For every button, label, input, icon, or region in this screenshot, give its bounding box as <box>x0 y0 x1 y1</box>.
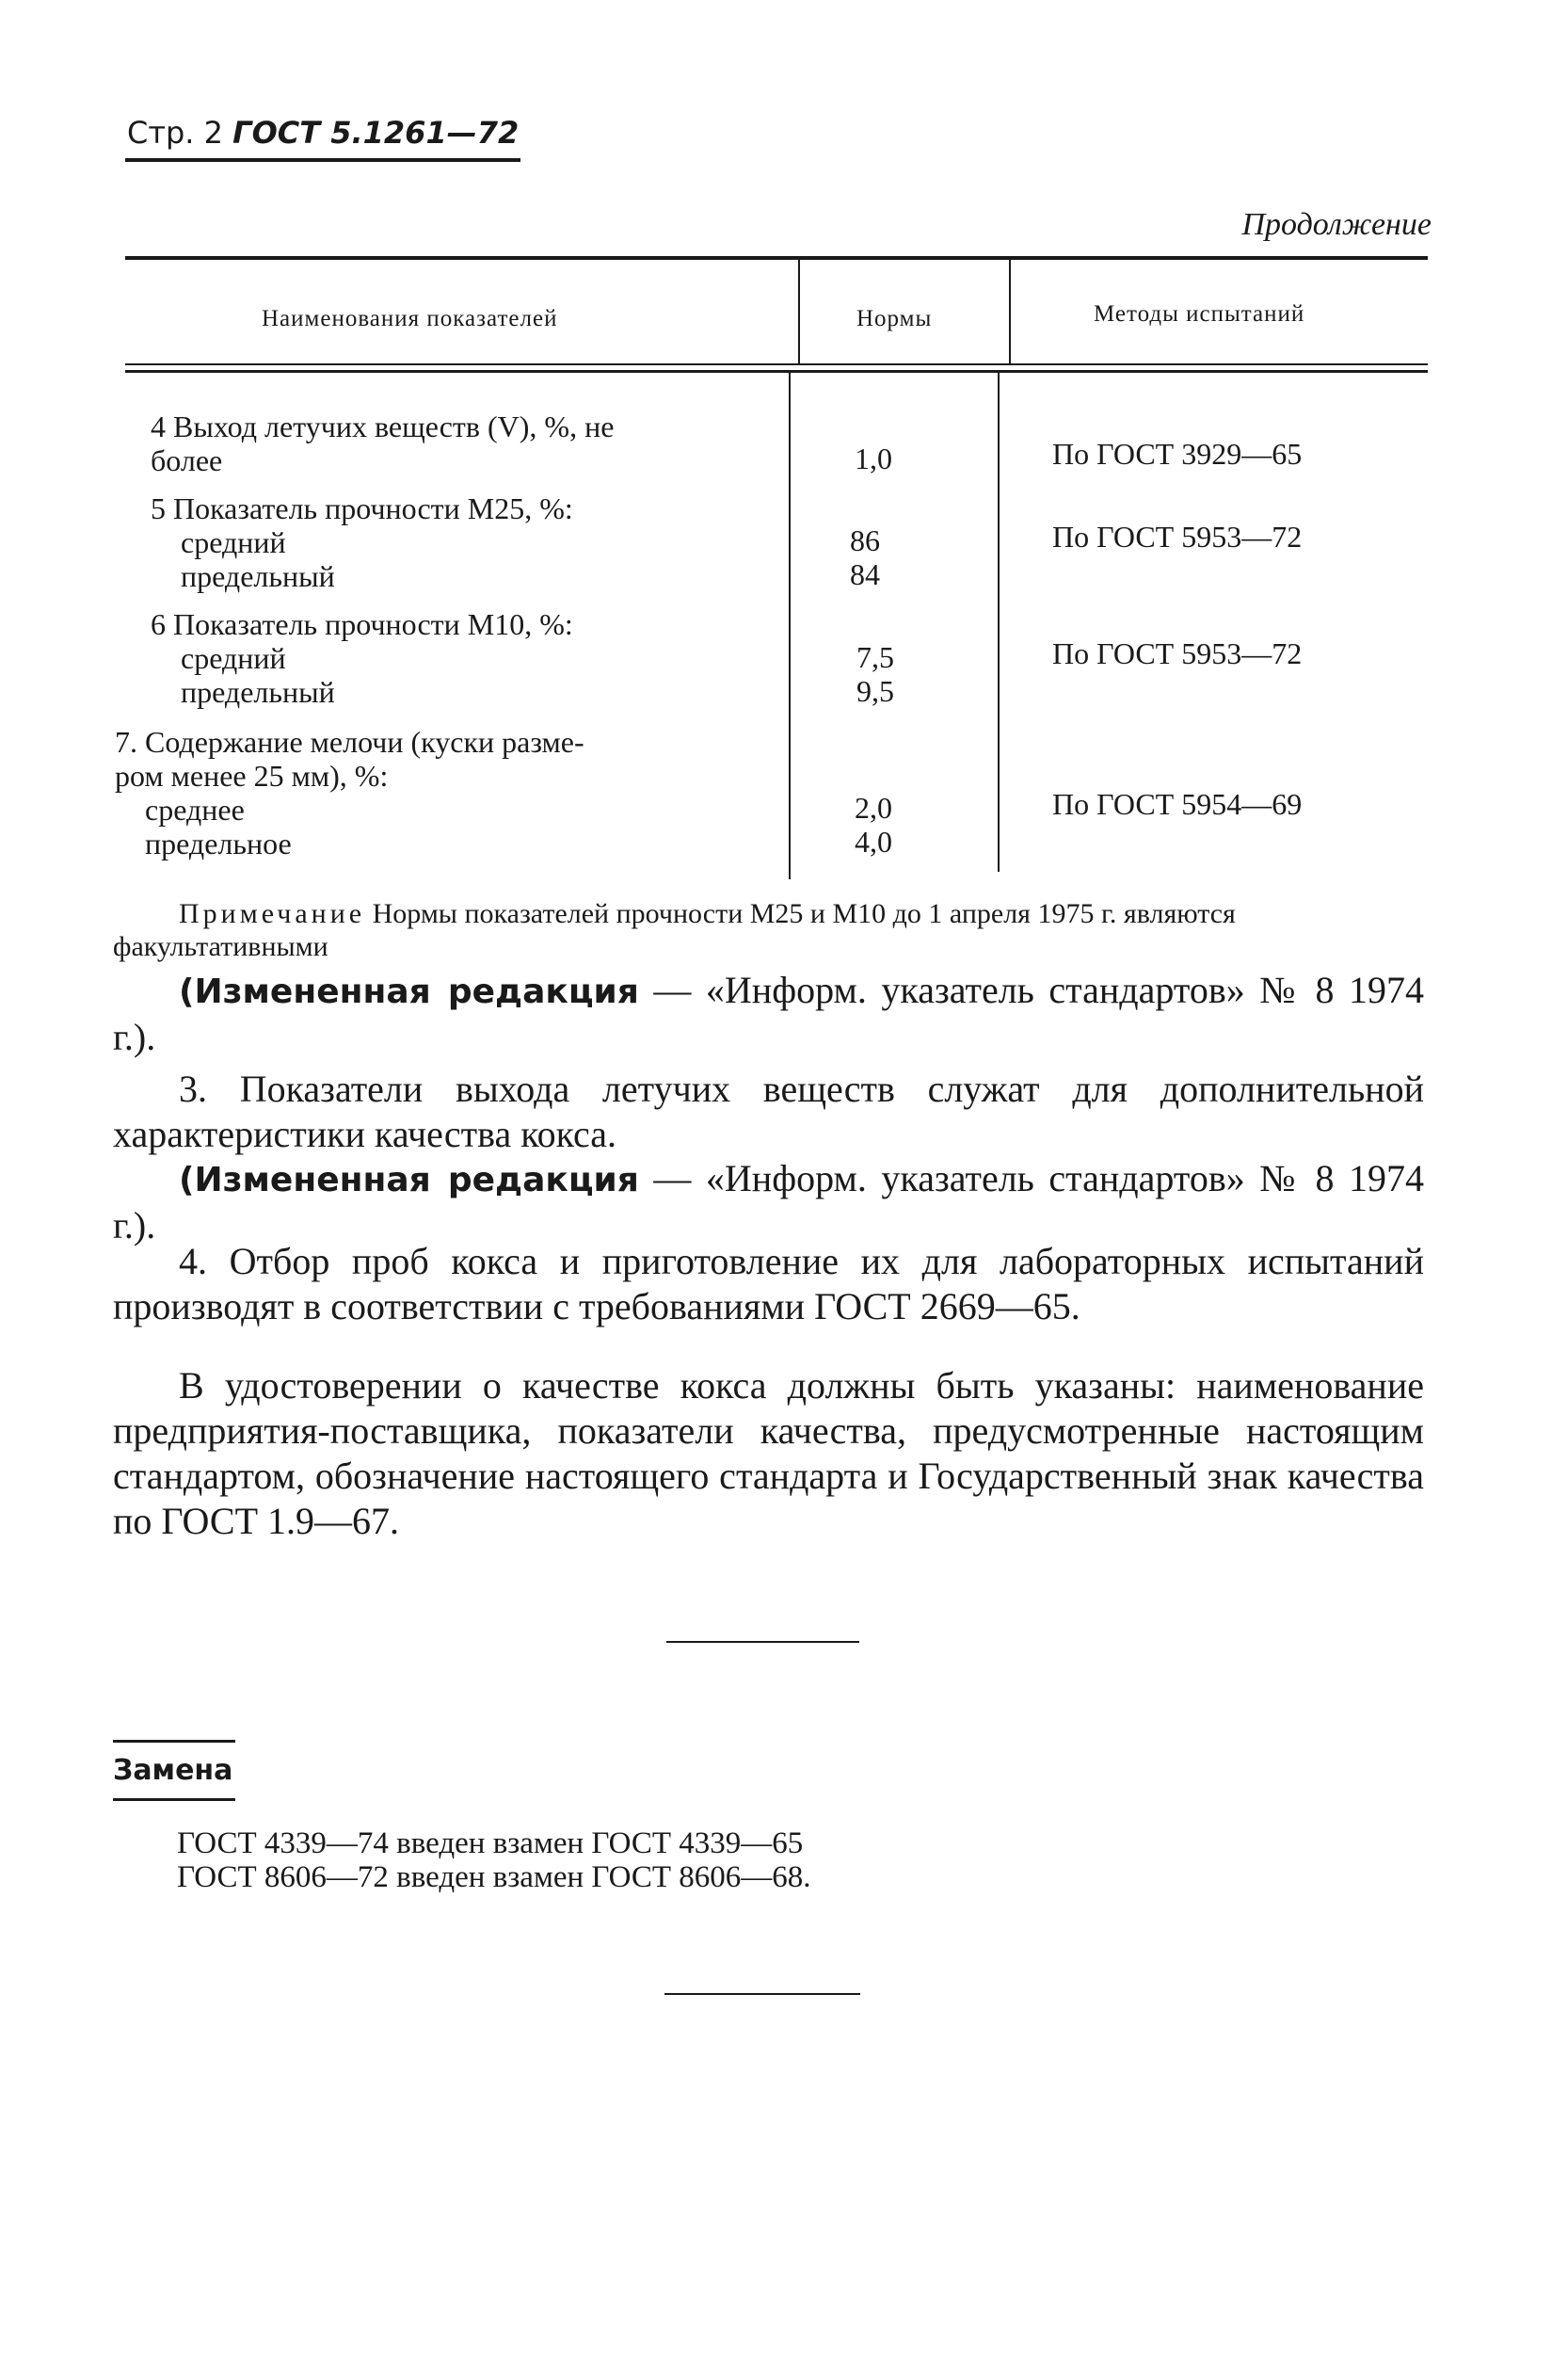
edition-source: — «Информ. указатель стандартов» № 8 1974 г.). <box>113 1157 1425 1246</box>
replacement-line: ГОСТ 4339—74 введен взамен ГОСТ 4339—65 <box>177 1826 804 1860</box>
table-header-methods: Методы испытаний <box>1094 301 1305 327</box>
table-row-name: 4 Выход летучих веществ (V), %, не более <box>151 410 615 477</box>
replacement-line: ГОСТ 8606—72 введен взамен ГОСТ 8606—68. <box>177 1860 811 1894</box>
column-divider <box>1009 260 1011 365</box>
table-header-norms: Нормы <box>856 306 933 331</box>
table-row-norm: 86 84 <box>850 523 880 591</box>
paragraph-5: В удостоверении о качестве кокса должны быть указаны: наименование предприятия-поставщика, показатели качества, предусмотренные настоящим стандартом, обозначение настоящего стандарта и Государственный знак качества по ГОСТ 1.9—67. <box>113 1364 1424 1542</box>
edition-label: (Измененная редакция <box>179 973 639 1011</box>
edition-label: (Измененная редакция <box>179 1161 639 1199</box>
replacement-rule-top <box>113 1740 235 1743</box>
end-separator <box>664 1993 860 1995</box>
table-row-name: 7. Содержание мелочи (куски разме- ром менее 25 мм), %: среднее предельное <box>115 725 584 860</box>
edition-source: — «Информ. указатель стандартов» № 8 1974 г.). <box>113 969 1425 1058</box>
table-row-method: По ГОСТ 3929—65 <box>1052 437 1303 471</box>
table-header-rule <box>125 363 1428 365</box>
table-row-name: 6 Показатель прочности М10, %: средний предельный <box>151 607 573 709</box>
section-separator <box>666 1641 859 1643</box>
table-header-rule-double <box>125 370 1428 373</box>
paragraph-4: 4. Отбор проб кокса и приготовление их для лабораторных испытаний производят в соответствии с требованиями ГОСТ 2669—65. <box>113 1240 1424 1327</box>
column-divider <box>798 260 800 365</box>
replacement-title: Замена <box>113 1754 233 1787</box>
table-row-name: 5 Показатель прочности М25, %: средний предельный <box>151 491 573 593</box>
table-row-method: По ГОСТ 5953—72 <box>1052 636 1303 670</box>
replacement-rule-bottom <box>113 1798 235 1801</box>
header-rule <box>125 158 520 162</box>
table-note <box>113 897 1421 963</box>
standard-number: ГОСТ 5.1261—72 <box>232 115 520 151</box>
table-row-norm: 1,0 <box>855 442 892 475</box>
edition-note <box>113 968 1424 1060</box>
page-number: Стр. 2 <box>127 115 223 151</box>
note-label: Примечание <box>179 898 366 929</box>
table-row-method: По ГОСТ 5954—69 <box>1052 787 1303 821</box>
paragraph-3: 3. Показатели выхода летучих веществ служат для дополнительной характеристики качества кокса. <box>113 1068 1424 1155</box>
table-row-norm: 7,5 9,5 <box>856 640 894 708</box>
note-text: Нормы показателей прочности М25 и М10 до 1 апреля 1975 г. являются факультативными <box>113 898 1236 962</box>
table-row-method: По ГОСТ 5953—72 <box>1052 520 1303 554</box>
page-header <box>127 115 519 151</box>
table-top-rule <box>125 256 1428 260</box>
table-row-norm: 2,0 4,0 <box>855 791 892 859</box>
continuation-label: Продолжение <box>1241 207 1432 242</box>
edition-note <box>113 1156 1424 1248</box>
column-divider <box>998 373 1000 872</box>
table-header-name: Наименования показателей <box>262 306 558 331</box>
column-divider <box>789 373 791 879</box>
